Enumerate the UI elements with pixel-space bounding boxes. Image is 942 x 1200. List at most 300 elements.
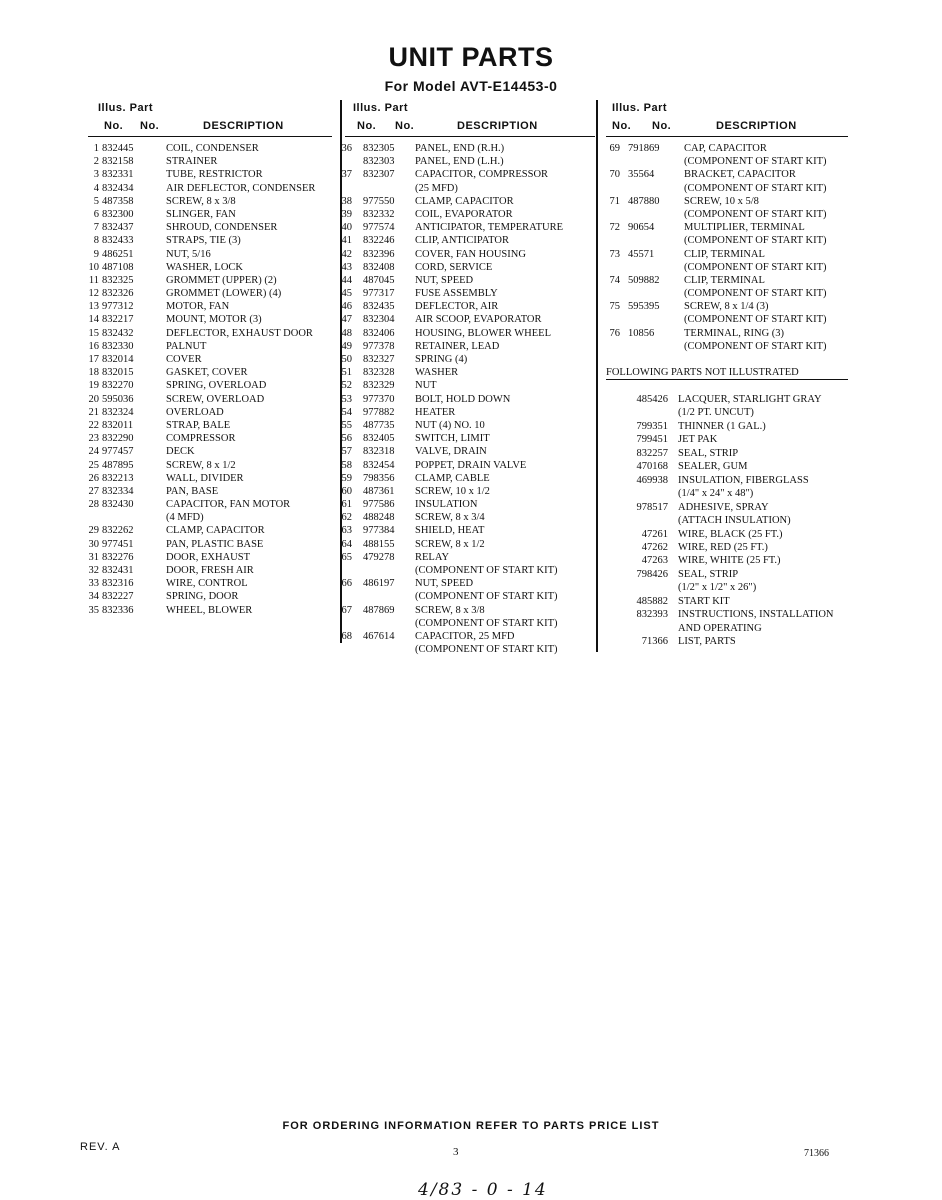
illus-number: 50 xyxy=(341,354,352,365)
part-number: 832396 xyxy=(363,248,395,260)
part-number: 832408 xyxy=(363,261,395,273)
part-description: CAPACITOR, COMPRESSOR xyxy=(415,169,549,181)
illus-number: 49 xyxy=(341,340,352,352)
part-description: VALVE, DRAIN xyxy=(415,446,487,458)
part-description: INSULATION xyxy=(415,499,478,511)
illus-number: 60 xyxy=(341,485,352,497)
part-number: 595036 xyxy=(102,393,134,405)
part-number: 977317 xyxy=(363,288,395,300)
part-description: AIR SCOOP, EVAPORATOR xyxy=(415,314,542,326)
illus-number: 6 xyxy=(93,208,99,220)
illus-number: 73 xyxy=(609,248,620,260)
part-description: COVER xyxy=(166,354,202,365)
part-row xyxy=(341,208,595,221)
part-description: CAP, CAPACITOR xyxy=(684,143,767,154)
part-description: (COMPONENT OF START KIT) xyxy=(684,182,827,194)
part-description: DEFLECTOR, EXHAUST DOOR xyxy=(166,327,313,339)
part-row xyxy=(341,221,595,234)
part-number: 832303 xyxy=(363,156,395,168)
part-number: 832318 xyxy=(363,446,395,458)
part-description: GROMMET (UPPER) (2) xyxy=(166,274,277,286)
part-description: WIRE, RED (25 FT.) xyxy=(678,541,768,553)
part-description: NUT, 5/16 xyxy=(166,248,211,260)
part-row xyxy=(88,168,332,181)
illus-number: 61 xyxy=(341,499,352,511)
part-number: 977574 xyxy=(363,222,395,234)
illus-number: 51 xyxy=(341,367,352,379)
part-number: 832336 xyxy=(102,604,134,616)
part-row xyxy=(341,472,595,485)
part-number: 487358 xyxy=(102,195,134,207)
part-description: FUSE ASSEMBLY xyxy=(415,288,498,300)
part-row xyxy=(606,287,848,300)
part-description: SHIELD, HEAT xyxy=(415,525,485,537)
illus-number: 9 xyxy=(93,248,99,260)
part-row xyxy=(341,287,595,300)
part-row xyxy=(606,155,848,168)
illus-number: 42 xyxy=(341,248,352,260)
part-number xyxy=(620,487,668,500)
illus-number: 17 xyxy=(88,354,99,365)
part-description: NUT xyxy=(415,380,437,392)
part-row xyxy=(88,393,332,406)
handwritten-note: 4/83 - 0 - 14 xyxy=(418,1180,548,1200)
part-number: 832325 xyxy=(102,274,134,286)
part-row xyxy=(345,564,595,577)
illus-number: 4 xyxy=(93,182,99,194)
part-row xyxy=(341,248,595,261)
illus-number: 1 xyxy=(93,143,99,154)
illus-number: 7 xyxy=(93,222,99,234)
model-subtitle: For Model AVT-E14453-0 xyxy=(384,78,558,94)
part-row xyxy=(341,432,595,445)
part-description: SCREW, 8 x 1/4 (3) xyxy=(684,301,769,313)
part-description: (COMPONENT OF START KIT) xyxy=(684,288,827,300)
part-number: 487895 xyxy=(102,459,134,471)
part-row xyxy=(88,300,332,313)
part-row xyxy=(88,445,332,458)
part-description: JET PAK xyxy=(678,434,718,446)
part-row xyxy=(341,511,595,524)
part-description: (COMPONENT OF START KIT) xyxy=(684,314,827,326)
illus-number: 28 xyxy=(88,499,99,511)
part-description: HEATER xyxy=(415,406,456,418)
part-row xyxy=(88,406,332,419)
header-description: DESCRIPTION xyxy=(203,120,284,132)
part-number: 488248 xyxy=(363,512,395,524)
part-number: 488155 xyxy=(363,538,395,550)
part-description: SCREW, 10 x 5/8 xyxy=(684,195,759,207)
illus-number: 38 xyxy=(341,195,352,207)
part-row xyxy=(345,182,595,195)
part-row xyxy=(341,313,595,326)
part-description: OVERLOAD xyxy=(166,406,224,418)
part-description: SCREW, OVERLOAD xyxy=(166,393,265,405)
part-row xyxy=(341,393,595,406)
part-row xyxy=(88,538,332,551)
illus-number: 43 xyxy=(341,261,352,273)
illus-number: 56 xyxy=(341,433,352,445)
part-description: CLAMP, CAPACITOR xyxy=(166,525,265,537)
page-title: UNIT PARTS xyxy=(388,42,554,72)
part-description: ANTICIPATOR, TEMPERATURE xyxy=(415,222,563,234)
part-description: COMPRESSOR xyxy=(166,433,236,445)
header-description: DESCRIPTION xyxy=(716,120,797,132)
part-row xyxy=(345,617,595,630)
part-number: 832327 xyxy=(363,354,395,365)
illus-number: 33 xyxy=(88,578,99,590)
part-number: 45571 xyxy=(628,248,655,260)
part-row xyxy=(88,564,332,577)
illus-number: 68 xyxy=(341,630,352,642)
part-number: 832330 xyxy=(102,340,134,352)
part-number: 595395 xyxy=(628,301,660,313)
part-number: 832435 xyxy=(363,301,395,313)
part-row xyxy=(606,182,848,195)
part-row xyxy=(88,340,332,353)
part-description: STRAPS, TIE (3) xyxy=(166,235,241,247)
part-number: 832217 xyxy=(102,314,134,326)
illus-number: 23 xyxy=(88,433,99,445)
part-row xyxy=(88,182,332,195)
illus-number: 48 xyxy=(341,327,352,339)
illus-number: 15 xyxy=(88,327,99,339)
illus-number: 24 xyxy=(88,446,99,458)
part-number: 832432 xyxy=(102,327,134,339)
parts-column-1 xyxy=(88,100,332,617)
part-number: 832434 xyxy=(102,182,134,194)
part-description: RETAINER, LEAD xyxy=(415,340,500,352)
part-description: (COMPONENT OF START KIT) xyxy=(684,208,827,220)
part-number: 479278 xyxy=(363,551,395,563)
part-description: (1/4" x 24" x 48") xyxy=(678,488,754,500)
part-row xyxy=(88,274,332,287)
part-description: SHROUD, CONDENSER xyxy=(166,222,278,234)
part-row xyxy=(341,261,595,274)
illus-number: 66 xyxy=(341,578,352,590)
part-row xyxy=(88,327,332,340)
part-row xyxy=(341,445,595,458)
part-description: DOOR, FRESH AIR xyxy=(166,565,254,576)
part-row xyxy=(88,485,332,498)
illus-number: 22 xyxy=(88,419,99,431)
part-description: WHEEL, BLOWER xyxy=(166,604,253,616)
part-description: MOUNT, MOTOR (3) xyxy=(166,314,262,326)
part-number: 487869 xyxy=(363,604,395,616)
part-row xyxy=(341,340,595,353)
part-row xyxy=(88,366,332,379)
illus-number: 59 xyxy=(341,472,352,484)
part-description: DECK xyxy=(166,446,195,458)
part-number xyxy=(620,581,668,594)
part-description: AIR DEFLECTOR, CONDENSER xyxy=(166,182,316,194)
illus-number: 67 xyxy=(341,604,352,616)
part-row xyxy=(345,155,595,168)
part-row xyxy=(341,234,595,247)
illus-number: 37 xyxy=(341,169,352,181)
part-description: (1/2 PT. UNCUT) xyxy=(678,407,754,419)
part-row xyxy=(88,353,332,366)
part-description: (4 MFD) xyxy=(166,512,204,524)
illus-number: 29 xyxy=(88,525,99,537)
part-description: PAN, BASE xyxy=(166,485,219,497)
part-description: COVER, FAN HOUSING xyxy=(415,248,526,260)
parts-column-2 xyxy=(341,100,595,656)
part-number: 90654 xyxy=(628,222,655,234)
part-description: CLIP, TERMINAL xyxy=(684,274,765,286)
part-description: COIL, EVAPORATOR xyxy=(415,208,513,220)
header-part-no: No. xyxy=(395,120,415,132)
part-description: NUT (4) NO. 10 xyxy=(415,419,485,431)
illus-number: 57 xyxy=(341,446,352,458)
part-description: DEFLECTOR, AIR xyxy=(415,301,499,313)
part-number: 832334 xyxy=(102,485,134,497)
part-number: 485426 xyxy=(636,394,668,405)
part-description: NUT, SPEED xyxy=(415,274,474,286)
part-number: 485882 xyxy=(636,595,668,607)
illus-number: 25 xyxy=(88,459,99,471)
part-row xyxy=(88,234,332,247)
part-description: RELAY xyxy=(415,551,450,563)
illus-number: 45 xyxy=(341,288,352,300)
part-number: 832405 xyxy=(363,433,395,445)
illus-number: 62 xyxy=(341,512,352,524)
illus-number: 27 xyxy=(88,485,99,497)
part-row xyxy=(88,379,332,392)
header-illus-no: No. xyxy=(612,120,632,132)
part-description: SLINGER, FAN xyxy=(166,208,236,220)
parts-list xyxy=(88,137,332,617)
part-number: 832324 xyxy=(102,406,134,418)
part-number: 832015 xyxy=(102,367,134,379)
part-description: STRAP, BALE xyxy=(166,419,231,431)
part-description: CORD, SERVICE xyxy=(415,261,493,273)
part-number: 832014 xyxy=(102,354,134,365)
part-number: 798426 xyxy=(636,568,668,580)
part-number: 832331 xyxy=(102,169,134,181)
illus-number: 53 xyxy=(341,393,352,405)
part-row xyxy=(341,168,595,181)
header-part-no: No. xyxy=(140,120,160,132)
part-number: 832326 xyxy=(102,288,134,300)
part-row xyxy=(341,274,595,287)
part-row xyxy=(606,208,848,221)
illus-number: 34 xyxy=(88,591,99,603)
part-row xyxy=(341,459,595,472)
header-illus-part: Illus. Part xyxy=(98,102,154,114)
part-description: LIST, PARTS xyxy=(678,636,736,648)
part-description: SPRING, DOOR xyxy=(166,591,239,603)
part-row xyxy=(345,643,595,656)
part-description: PANEL, END (R.H.) xyxy=(415,143,505,154)
part-row xyxy=(88,524,332,537)
illus-number: 32 xyxy=(88,565,99,576)
part-number: 832305 xyxy=(363,143,395,154)
part-description: (COMPONENT OF START KIT) xyxy=(684,156,827,168)
part-row xyxy=(88,142,332,155)
part-row xyxy=(88,248,332,261)
part-description: LACQUER, STARLIGHT GRAY xyxy=(678,394,822,405)
part-number xyxy=(620,622,668,635)
part-description: DOOR, EXHAUST xyxy=(166,551,250,563)
illus-number: 13 xyxy=(88,301,99,313)
part-number: 832332 xyxy=(363,208,395,220)
part-row xyxy=(341,485,595,498)
illus-number: 54 xyxy=(341,406,352,418)
part-row xyxy=(341,327,595,340)
part-number: 487045 xyxy=(363,274,395,286)
illus-number: 44 xyxy=(341,274,352,286)
illus-number: 3 xyxy=(93,169,99,181)
part-number: 977451 xyxy=(102,538,134,550)
part-row xyxy=(606,168,848,181)
part-number: 977370 xyxy=(363,393,395,405)
part-number: 832276 xyxy=(102,551,134,563)
part-row xyxy=(341,419,595,432)
part-description: WIRE, CONTROL xyxy=(166,578,248,590)
illus-number: 5 xyxy=(93,195,99,207)
part-row xyxy=(341,630,595,643)
part-row xyxy=(88,590,332,603)
part-number: 977312 xyxy=(102,301,134,313)
column-header xyxy=(606,100,848,137)
part-description: (COMPONENT OF START KIT) xyxy=(415,617,558,629)
column-divider xyxy=(596,100,598,652)
illus-number: 12 xyxy=(88,288,99,300)
illus-number: 72 xyxy=(609,222,620,234)
part-number: 35564 xyxy=(628,169,655,181)
part-number: 977586 xyxy=(363,499,395,511)
part-number: 832431 xyxy=(102,565,134,576)
part-row xyxy=(341,577,595,590)
part-number xyxy=(620,406,668,419)
part-row xyxy=(88,221,332,234)
part-description: WASHER, LOCK xyxy=(166,261,244,273)
part-description: INSULATION, FIBERGLASS xyxy=(678,474,809,486)
header-illus-part: Illus. Part xyxy=(612,102,668,114)
part-description: CLAMP, CAPACITOR xyxy=(415,195,514,207)
part-description: WASHER xyxy=(415,367,459,379)
part-number: 486251 xyxy=(102,248,134,260)
part-number: 977384 xyxy=(363,525,395,537)
part-number: 832213 xyxy=(102,472,134,484)
illus-number: 39 xyxy=(341,208,352,220)
part-row xyxy=(88,195,332,208)
part-description: (25 MFD) xyxy=(415,182,458,194)
ordering-footer: FOR ORDERING INFORMATION REFER TO PARTS PRICE LIST xyxy=(282,1120,660,1132)
illus-number: 20 xyxy=(88,393,99,405)
header-description: DESCRIPTION xyxy=(457,120,538,132)
part-description: CLAMP, CABLE xyxy=(415,472,490,484)
header-illus-no: No. xyxy=(357,120,377,132)
part-number: 832430 xyxy=(102,499,134,511)
part-description: THINNER (1 GAL.) xyxy=(678,420,766,432)
header-illus-no: No. xyxy=(104,120,124,132)
part-description: ADHESIVE, SPRAY xyxy=(678,501,769,513)
part-number: 832158 xyxy=(102,156,134,168)
part-number: 832328 xyxy=(363,367,395,379)
illus-number: 58 xyxy=(341,459,352,471)
part-number: 487361 xyxy=(363,485,395,497)
part-description: CAPACITOR, FAN MOTOR xyxy=(166,499,291,511)
illus-number: 63 xyxy=(341,525,352,537)
illus-number: 16 xyxy=(88,340,99,352)
part-description: (COMPONENT OF START KIT) xyxy=(684,235,827,247)
part-description: (COMPONENT OF START KIT) xyxy=(684,261,827,273)
illus-number: 47 xyxy=(341,314,352,326)
part-row xyxy=(341,498,595,511)
part-row xyxy=(88,511,332,524)
part-number: 470168 xyxy=(636,461,668,473)
part-number: 832290 xyxy=(102,433,134,445)
part-row xyxy=(606,274,848,287)
following-parts-title: FOLLOWING PARTS NOT ILLUSTRATED xyxy=(606,367,848,380)
part-row xyxy=(341,300,595,313)
part-row xyxy=(341,142,595,155)
part-description: WALL, DIVIDER xyxy=(166,472,244,484)
part-description: WIRE, BLACK (25 FT.) xyxy=(678,528,783,540)
part-number: 832300 xyxy=(102,208,134,220)
part-description: (COMPONENT OF START KIT) xyxy=(684,340,827,352)
part-number: 977378 xyxy=(363,340,395,352)
illus-number: 55 xyxy=(341,419,352,431)
column-header xyxy=(345,100,595,137)
illus-number: 76 xyxy=(609,327,620,339)
part-description: (COMPONENT OF START KIT) xyxy=(415,591,558,603)
part-row xyxy=(341,379,595,392)
part-description: TERMINAL, RING (3) xyxy=(684,327,785,339)
illus-number: 69 xyxy=(609,143,620,154)
part-number: 832257 xyxy=(636,447,668,459)
part-row xyxy=(606,195,848,208)
part-number: 832406 xyxy=(363,327,395,339)
part-row xyxy=(88,551,332,564)
part-row xyxy=(606,300,848,313)
illus-number: 35 xyxy=(88,604,99,616)
part-number: 47262 xyxy=(641,541,668,553)
part-row xyxy=(606,340,848,353)
part-number: 47261 xyxy=(641,528,668,540)
part-row xyxy=(88,419,332,432)
part-number: 832393 xyxy=(636,609,668,621)
part-number: 832262 xyxy=(102,525,134,537)
part-row xyxy=(341,604,595,617)
part-number: 486197 xyxy=(363,578,395,590)
part-description: SEALER, GUM xyxy=(678,461,748,473)
illus-number: 75 xyxy=(609,301,620,313)
part-description: SCREW, 10 x 1/2 xyxy=(415,485,490,497)
part-description: PAN, PLASTIC BASE xyxy=(166,538,264,550)
part-row xyxy=(606,248,848,261)
illus-number: 64 xyxy=(341,538,352,550)
illus-number: 2 xyxy=(93,156,99,168)
part-row xyxy=(88,287,332,300)
part-row xyxy=(606,327,848,340)
part-description: SPRING (4) xyxy=(415,354,468,365)
part-number xyxy=(620,514,668,527)
illus-number: 26 xyxy=(88,472,99,484)
illus-number: 30 xyxy=(88,538,99,550)
part-row xyxy=(606,261,848,274)
illus-number: 14 xyxy=(88,314,99,326)
part-description: MULTIPLIER, TERMINAL xyxy=(684,222,805,234)
part-row xyxy=(88,313,332,326)
part-number: 832454 xyxy=(363,459,395,471)
part-description: START KIT xyxy=(678,595,730,607)
illus-number: 40 xyxy=(341,222,352,234)
part-description: AND OPERATING xyxy=(678,622,762,634)
part-description: SEAL, STRIP xyxy=(678,568,739,580)
